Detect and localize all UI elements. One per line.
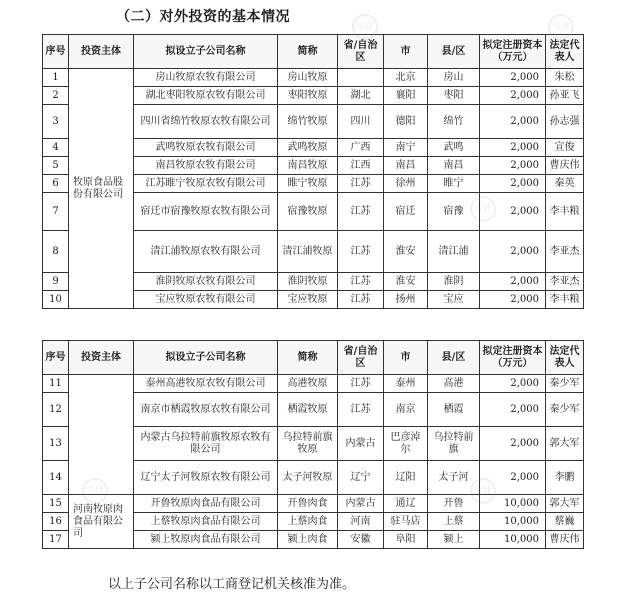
short-name-cell: 睢宁牧原 xyxy=(278,175,338,193)
city-cell: 阜阳 xyxy=(384,531,428,549)
province-cell: 辽宁 xyxy=(338,461,384,495)
col-header: 简称 xyxy=(278,341,338,375)
short-name-cell: 高港牧原 xyxy=(278,375,338,393)
capital-cell: 2,000 xyxy=(480,291,546,309)
province-cell: 江苏 xyxy=(338,231,384,273)
table-body xyxy=(43,69,584,309)
city-cell: 通辽 xyxy=(384,495,428,513)
city-cell: 襄阳 xyxy=(384,87,428,105)
county-cell: 乌拉特前旗 xyxy=(428,427,480,461)
row-number-cell: 3 xyxy=(43,105,69,139)
city-cell: 淮安 xyxy=(384,231,428,273)
county-cell: 淮阴 xyxy=(428,273,480,291)
company-name-cell: 内蒙古乌拉特前旗牧原农牧有限公司 xyxy=(134,427,278,461)
row-number-cell: 15 xyxy=(43,495,69,513)
capital-cell: 2,000 xyxy=(480,231,546,273)
legal-rep-cell: 曹庆伟 xyxy=(546,157,584,175)
county-cell: 太子河 xyxy=(428,461,480,495)
row-number-cell: 12 xyxy=(43,393,69,427)
short-name-cell: 淮阴牧原 xyxy=(278,273,338,291)
watermark-logo: 雪球 xyxy=(352,14,378,40)
col-header: 拟定注册资本（万元） xyxy=(480,341,546,375)
short-name-cell: 枣阳牧原 xyxy=(278,87,338,105)
county-cell: 上蔡 xyxy=(428,513,480,531)
capital-cell: 2,000 xyxy=(480,375,546,393)
col-header: 序号 xyxy=(43,35,69,69)
legal-rep-cell: 李亚杰 xyxy=(546,231,584,273)
county-cell: 高港 xyxy=(428,375,480,393)
county-cell: 南昌 xyxy=(428,157,480,175)
company-name-cell: 南京市栖霞牧原农牧有限公司 xyxy=(134,393,278,427)
capital-cell: 2,000 xyxy=(480,139,546,157)
row-number-cell: 13 xyxy=(43,427,69,461)
city-cell: 北京 xyxy=(384,69,428,87)
company-name-cell: 颍上牧原肉食品有限公司 xyxy=(134,531,278,549)
watermark-logo: 雪球 xyxy=(470,478,496,504)
legal-rep-cell: 李鹏 xyxy=(546,461,584,495)
short-name-cell: 颍上肉食 xyxy=(278,531,338,549)
watermark-logo: 雪球 xyxy=(548,14,574,40)
company-name-cell: 四川省绵竹牧原农牧有限公司 xyxy=(134,105,278,139)
province-cell: 安徽 xyxy=(338,531,384,549)
col-header: 投资主体 xyxy=(69,341,134,375)
legal-rep-cell: 蔡巍 xyxy=(546,513,584,531)
col-header: 法定代表人 xyxy=(546,341,584,375)
investor-cell: 河南牧原肉食品有限公司 xyxy=(69,495,134,549)
capital-cell: 2,000 xyxy=(480,427,546,461)
col-header: 投资主体 xyxy=(69,35,134,69)
province-cell: 江苏 xyxy=(338,375,384,393)
province-cell: 内蒙古 xyxy=(338,495,384,513)
company-name-cell: 房山牧原农牧有限公司 xyxy=(134,69,278,87)
col-header: 简称 xyxy=(278,35,338,69)
province-cell: 江西 xyxy=(338,157,384,175)
province-cell: 河南 xyxy=(338,513,384,531)
company-name-cell: 淮阴牧原农牧有限公司 xyxy=(134,273,278,291)
table-header-row xyxy=(43,341,584,375)
row-number-cell: 8 xyxy=(43,231,69,273)
col-header: 拟定注册资本（万元） xyxy=(480,35,546,69)
company-name-cell: 江苏睢宁牧原农牧有限公司 xyxy=(134,175,278,193)
county-cell: 房山 xyxy=(428,69,480,87)
capital-cell: 10,000 xyxy=(480,513,546,531)
city-cell: 驻马店 xyxy=(384,513,428,531)
col-header: 县/区 xyxy=(428,341,480,375)
col-header: 拟设立子公司名称 xyxy=(134,341,278,375)
capital-cell: 2,000 xyxy=(480,87,546,105)
company-name-cell: 武鸣牧原农牧有限公司 xyxy=(134,139,278,157)
legal-rep-cell: 李丰粮 xyxy=(546,193,584,231)
row-number-cell: 10 xyxy=(43,291,69,309)
row-number-cell: 1 xyxy=(43,69,69,87)
legal-rep-cell: 李丰粮 xyxy=(546,291,584,309)
row-number-cell: 2 xyxy=(43,87,69,105)
investor-cell xyxy=(69,375,134,495)
row-number-cell: 17 xyxy=(43,531,69,549)
company-name-cell: 开鲁牧原肉食品有限公司 xyxy=(134,495,278,513)
capital-cell: 2,000 xyxy=(480,69,546,87)
province-cell: 江苏 xyxy=(338,273,384,291)
county-cell: 宝应 xyxy=(428,291,480,309)
legal-rep-cell: 秦少军 xyxy=(546,375,584,393)
short-name-cell: 乌拉特前旗牧原 xyxy=(278,427,338,461)
city-cell: 泰州 xyxy=(384,375,428,393)
county-cell: 清江浦 xyxy=(428,231,480,273)
legal-rep-cell: 秦少军 xyxy=(546,393,584,427)
capital-cell: 2,000 xyxy=(480,461,546,495)
row-number-cell: 16 xyxy=(43,513,69,531)
row-number-cell: 9 xyxy=(43,273,69,291)
short-name-cell: 上蔡肉食 xyxy=(278,513,338,531)
short-name-cell: 绵竹牧原 xyxy=(278,105,338,139)
legal-rep-cell: 郭大军 xyxy=(546,427,584,461)
row-number-cell: 4 xyxy=(43,139,69,157)
county-cell: 开鲁 xyxy=(428,495,480,513)
city-cell: 德阳 xyxy=(384,105,428,139)
province-cell: 内蒙古 xyxy=(338,427,384,461)
city-cell: 淮安 xyxy=(384,273,428,291)
city-cell: 辽阳 xyxy=(384,461,428,495)
short-name-cell: 宿豫牧原 xyxy=(278,193,338,231)
investment-table-2 xyxy=(42,340,584,549)
table-row xyxy=(43,375,584,393)
capital-cell: 2,000 xyxy=(480,273,546,291)
city-cell: 南京 xyxy=(384,393,428,427)
col-header: 市 xyxy=(384,341,428,375)
capital-cell: 2,000 xyxy=(480,105,546,139)
company-name-cell: 辽宁太子河牧原农牧有限公司 xyxy=(134,461,278,495)
legal-rep-cell: 秦英 xyxy=(546,175,584,193)
short-name-cell: 太子河牧原 xyxy=(278,461,338,495)
capital-cell: 2,000 xyxy=(480,393,546,427)
legal-rep-cell: 孙亚飞 xyxy=(546,87,584,105)
col-header: 法定代表人 xyxy=(546,35,584,69)
table-row xyxy=(43,495,584,513)
short-name-cell: 武鸣牧原 xyxy=(278,139,338,157)
county-cell: 睢宁 xyxy=(428,175,480,193)
company-name-cell: 南昌牧原农牧有限公司 xyxy=(134,157,278,175)
county-cell: 武鸣 xyxy=(428,139,480,157)
table-body xyxy=(43,375,584,549)
province-cell: 江苏 xyxy=(338,193,384,231)
legal-rep-cell: 郭大军 xyxy=(546,495,584,513)
county-cell: 颍上 xyxy=(428,531,480,549)
investor-cell: 牧原食品股份有限公司 xyxy=(69,69,134,309)
row-number-cell: 11 xyxy=(43,375,69,393)
capital-cell: 2,000 xyxy=(480,175,546,193)
col-header: 序号 xyxy=(43,341,69,375)
province-cell xyxy=(338,69,384,87)
city-cell: 南宁 xyxy=(384,139,428,157)
company-name-cell: 宝应牧原农牧有限公司 xyxy=(134,291,278,309)
row-number-cell: 5 xyxy=(43,157,69,175)
short-name-cell: 房山牧原 xyxy=(278,69,338,87)
county-cell: 宿豫 xyxy=(428,193,480,231)
row-number-cell: 6 xyxy=(43,175,69,193)
city-cell: 徐州 xyxy=(384,175,428,193)
legal-rep-cell: 李亚杰 xyxy=(546,273,584,291)
legal-rep-cell: 宣俊 xyxy=(546,139,584,157)
county-cell: 栖霞 xyxy=(428,393,480,427)
province-cell: 江苏 xyxy=(338,393,384,427)
short-name-cell: 南昌牧原 xyxy=(278,157,338,175)
capital-cell: 2,000 xyxy=(480,157,546,175)
watermark-logo: 雪球 xyxy=(470,196,496,222)
province-cell: 湖北 xyxy=(338,87,384,105)
legal-rep-cell: 孙志强 xyxy=(546,105,584,139)
col-header: 省/自治区 xyxy=(338,341,384,375)
footnote: 以上子公司名称以工商登记机关核准为准。 xyxy=(108,577,356,592)
city-cell: 宿迁 xyxy=(384,193,428,231)
legal-rep-cell: 曹庆伟 xyxy=(546,531,584,549)
county-cell: 绵竹 xyxy=(428,105,480,139)
county-cell: 枣阳 xyxy=(428,87,480,105)
table-header-row xyxy=(43,35,584,69)
capital-cell: 10,000 xyxy=(480,495,546,513)
company-name-cell: 宿迁市宿豫牧原农牧有限公司 xyxy=(134,193,278,231)
col-header: 市 xyxy=(384,35,428,69)
company-name-cell: 清江浦牧原农牧有限公司 xyxy=(134,231,278,273)
capital-cell: 10,000 xyxy=(480,531,546,549)
short-name-cell: 清江浦牧原 xyxy=(278,231,338,273)
province-cell: 江苏 xyxy=(338,175,384,193)
company-name-cell: 泰州高港牧原农牧有限公司 xyxy=(134,375,278,393)
company-name-cell: 湖北枣阳牧原农牧有限公司 xyxy=(134,87,278,105)
col-header: 拟设立子公司名称 xyxy=(134,35,278,69)
short-name-cell: 宝应牧原 xyxy=(278,291,338,309)
short-name-cell: 栖霞牧原 xyxy=(278,393,338,427)
col-header: 省/自治区 xyxy=(338,35,384,69)
city-cell: 南昌 xyxy=(384,157,428,175)
province-cell: 江苏 xyxy=(338,291,384,309)
row-number-cell: 14 xyxy=(43,461,69,495)
province-cell: 广西 xyxy=(338,139,384,157)
col-header: 县/区 xyxy=(428,35,480,69)
investment-table-1 xyxy=(42,34,584,309)
row-number-cell: 7 xyxy=(43,193,69,231)
capital-cell: 2,000 xyxy=(480,193,546,231)
short-name-cell: 开鲁肉食 xyxy=(278,495,338,513)
city-cell: 巴彦淖尔 xyxy=(384,427,428,461)
company-name-cell: 上蔡牧原肉食品有限公司 xyxy=(134,513,278,531)
table-row xyxy=(43,69,584,87)
section-heading: （二）对外投资的基本情况 xyxy=(116,9,290,25)
legal-rep-cell: 朱松 xyxy=(546,69,584,87)
province-cell: 四川 xyxy=(338,105,384,139)
city-cell: 扬州 xyxy=(384,291,428,309)
watermark-logo: 雪球 xyxy=(82,478,108,504)
